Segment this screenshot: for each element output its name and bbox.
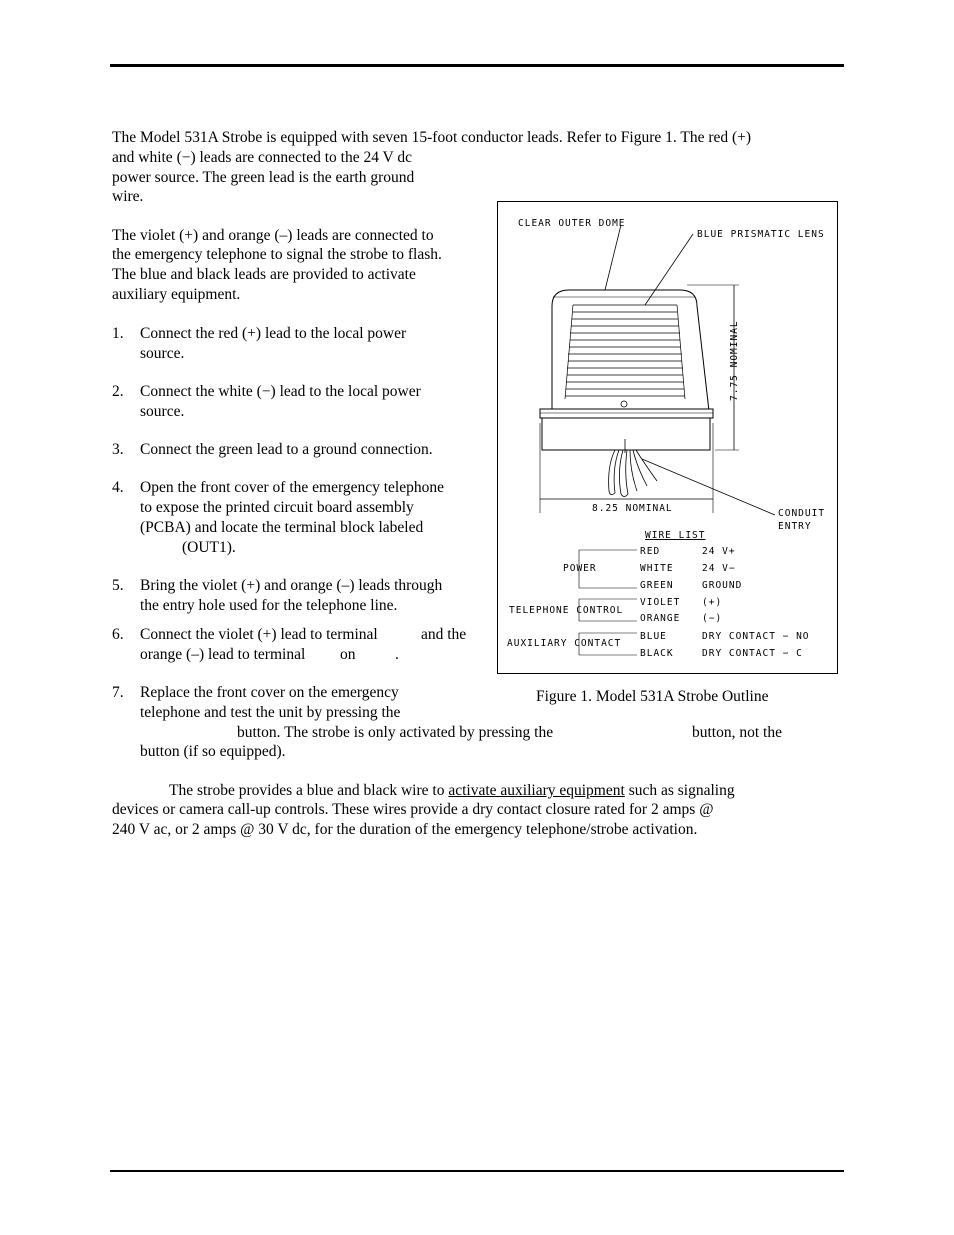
- aux-line-3: 240 V ac, or 2 amps @ 30 V dc, for the duration of the emergency telephone/strobe activation.: [112, 821, 698, 838]
- wire-function: (+): [702, 597, 723, 608]
- dome-outline: [552, 290, 709, 411]
- wire-function: DRY CONTACT − C: [702, 648, 803, 659]
- callout-lens: BLUE PRISMATIC LENS: [697, 229, 825, 240]
- wire-bundle: [609, 450, 657, 497]
- step-text: telephone and test the unit by pressing the: [140, 704, 401, 721]
- base-housing: [542, 418, 710, 450]
- wire-rows: [640, 546, 810, 659]
- intro-line-4: wire.: [112, 188, 144, 205]
- callout-entry: ENTRY: [778, 521, 812, 532]
- height-label: 7.75 NOMINAL: [729, 320, 740, 401]
- group-power: POWER: [563, 563, 597, 574]
- intro-line-1: The Model 531A Strobe is equipped with seven 15-foot conductor leads. Refer to Figure 1. The red (+): [112, 129, 752, 146]
- para2-line-4: auxiliary equipment.: [112, 286, 241, 303]
- footer-rule: [110, 1170, 844, 1172]
- step-text: Connect the red (+) lead to the local power: [140, 325, 407, 342]
- step-text: the entry hole used for the telephone line.: [140, 597, 398, 614]
- step-text: button, not the: [692, 724, 782, 741]
- strobe-outline-figure: [497, 201, 838, 674]
- group-auxiliary: AUXILIARY CONTACT: [507, 638, 622, 649]
- header-rule: [110, 64, 844, 67]
- width-label: 8.25 NOMINAL: [592, 503, 673, 514]
- step-number: 5.: [112, 577, 124, 594]
- aux-line-2: devices or camera call-up controls. These wires provide a dry contact closure rated for 2 amps @: [112, 801, 714, 818]
- step-text: button (if so equipped).: [140, 743, 286, 760]
- para2-line-3: The blue and black leads are provided to activate: [112, 266, 416, 283]
- figure-caption: Figure 1. Model 531A Strobe Outline: [536, 688, 769, 705]
- wire-color: ORANGE: [640, 613, 681, 624]
- strobe-drawing: [497, 201, 838, 674]
- step-text: on: [340, 646, 356, 663]
- step-text: Replace the front cover on the emergency: [140, 684, 399, 701]
- group-telephone: TELEPHONE CONTROL: [509, 605, 624, 616]
- wire-color: BLACK: [640, 648, 674, 659]
- step-text: Bring the violet (+) and orange (–) leads through: [140, 577, 443, 594]
- para2-line-1: The violet (+) and orange (–) leads are connected to: [112, 227, 434, 244]
- step-text: and the: [421, 626, 467, 643]
- step-text: source.: [140, 403, 185, 420]
- lens-ribs: [565, 305, 685, 399]
- callout-dome: CLEAR OUTER DOME: [518, 218, 626, 229]
- step-text: button. The strobe is only activated by pressing the: [237, 724, 554, 741]
- wire-color: WHITE: [640, 563, 674, 574]
- intro-line-2: and white (−) leads are connected to the 24 V dc: [112, 149, 412, 166]
- wire-function: 24 V−: [702, 563, 736, 574]
- screw: [621, 401, 627, 407]
- step-text: source.: [140, 345, 185, 362]
- wire-list-title: WIRE LIST: [645, 530, 706, 541]
- wire-color: RED: [640, 546, 661, 557]
- step-number: 2.: [112, 383, 124, 400]
- dome-leader: [605, 225, 621, 290]
- wire-color: GREEN: [640, 580, 674, 591]
- step-number: 7.: [112, 684, 124, 701]
- auxiliary-equipment-link[interactable]: activate auxiliary equipment: [448, 782, 625, 799]
- step-number: 3.: [112, 441, 124, 458]
- step-text: Connect the green lead to a ground connection.: [140, 441, 433, 458]
- step-text: (OUT1).: [182, 539, 236, 556]
- para2-line-2: the emergency telephone to signal the strobe to flash.: [112, 246, 442, 263]
- wire-function: DRY CONTACT − NO: [702, 631, 810, 642]
- step-number: 6.: [112, 626, 124, 643]
- step-number: 4.: [112, 479, 124, 496]
- wire-color: VIOLET: [640, 597, 681, 608]
- base-flange: [540, 409, 713, 418]
- step-number: 1.: [112, 325, 124, 342]
- wire-function: GROUND: [702, 580, 743, 591]
- wire-function: 24 V+: [702, 546, 736, 557]
- step-text: orange (–) lead to terminal: [140, 646, 306, 663]
- step-text: Open the front cover of the emergency telephone: [140, 479, 444, 496]
- callout-conduit: CONDUIT: [778, 508, 826, 519]
- step-text: to expose the printed circuit board assembly: [140, 499, 414, 516]
- aux-line-1: The strobe provides a blue and black wire to activate auxiliary equipment such as signaling: [169, 782, 735, 799]
- step-text: Connect the violet (+) lead to terminal: [140, 626, 378, 643]
- wire-color: BLUE: [640, 631, 667, 642]
- step-text: (PCBA) and locate the terminal block labeled: [140, 519, 424, 536]
- lens-leader: [645, 234, 693, 305]
- intro-line-3: power source. The green lead is the earth ground: [112, 169, 415, 186]
- wire-function: (−): [702, 613, 723, 624]
- step-text: Connect the white (−) lead to the local power: [140, 383, 421, 400]
- step-text: .: [395, 646, 399, 663]
